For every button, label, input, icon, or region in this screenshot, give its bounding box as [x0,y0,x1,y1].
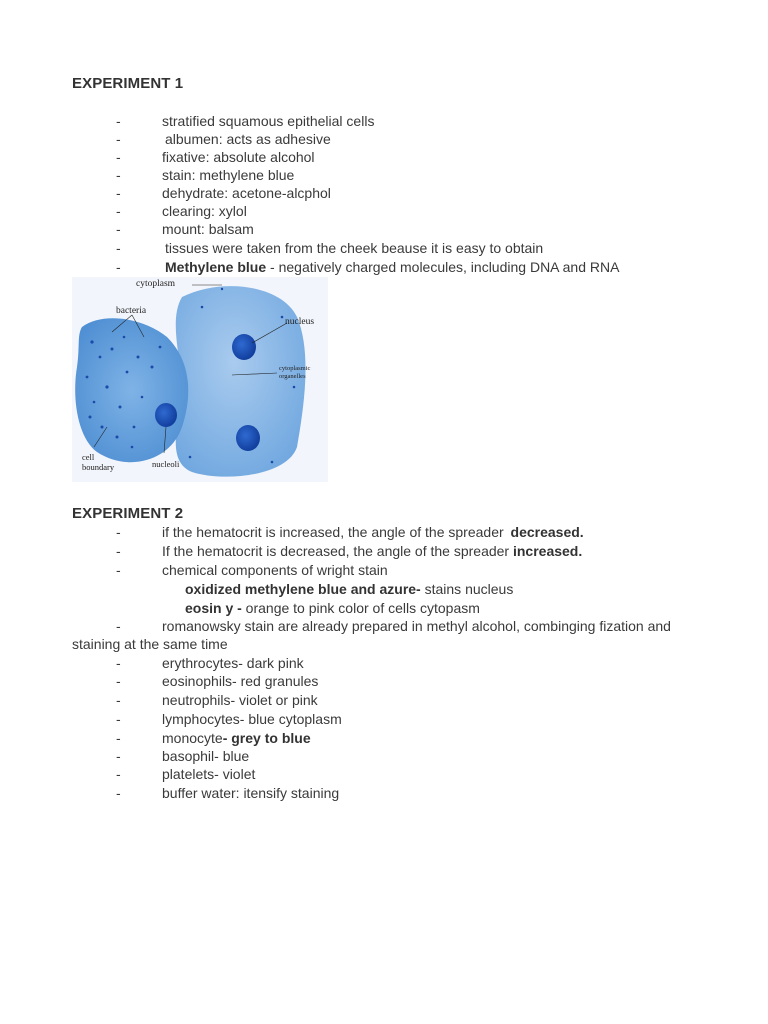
list-item: - monocyte- grey to blue [116,730,311,746]
experiment-2-heading: EXPERIMENT 2 [72,505,184,522]
list-item: - clearing: xylol [116,203,247,219]
figure-label-cell-boundary-line2: boundary [82,462,115,472]
list-item: - buffer water: itensify staining [116,785,340,801]
micrograph-illustration [72,277,328,482]
list-item: - fixative: absolute alcohol [116,149,315,165]
experiment-1-heading: EXPERIMENT 1 [72,75,184,92]
figure-label-organelles-line1: cytoplasmic [279,365,311,372]
list-item: - erythrocytes- dark pink [116,655,304,671]
nucleus-shape [236,425,260,451]
nucleus-shape [232,334,256,360]
figure-label-nucleus: nucleus [285,317,315,327]
wright-stain-component: eosin y - orange to pink color of cells cytopasm [185,600,480,616]
list-item: - stain: methylene blue [116,167,295,183]
list-item: - if the hematocrit is increased, the angle of the spreader decreased. [116,524,584,540]
list-item: - tissues were taken from the cheek beause it is easy to obtain [116,240,544,256]
list-item: - albumen: acts as adhesive [116,131,331,147]
figure-label-organelles-line2: organelles [279,373,306,380]
list-item: - lymphocytes- blue cytoplasm [116,711,342,727]
romanowsky-paragraph: romanowsky stain are already prepared in methyl alcohol, combinging fization and staining at the same time [72,618,671,652]
list-item: - stratified squamous epithelial cells [116,113,375,129]
list-item: - neutrophils- violet or pink [116,692,318,708]
figure-label-nucleoli: nucleoli [152,459,180,469]
wright-stain-component: oxidized methylene blue and azure- stains nucleus [185,581,514,597]
list-item: - dehydrate: acetone-alcphol [116,185,331,201]
methylene-blue-term: Methylene blue [165,259,267,275]
methylene-blue-definition: - negatively charged molecules, including DNA and RNA [266,259,620,275]
list-item: - mount: balsam [116,221,254,237]
nucleus-shape [155,403,177,427]
list-item: - platelets- violet [116,766,256,782]
list-item: - chemical components of wright stain [116,562,388,578]
list-item: - eosinophils- red granules [116,673,319,689]
figure-label-cytoplasm: cytoplasm [136,279,176,289]
list-item: - Methylene blue - negatively charged molecules, including DNA and RNA [116,259,620,275]
figure-label-bacteria: bacteria [116,306,147,316]
list-item: - If the hematocrit is decreased, the angle of the spreader increased. [116,543,583,559]
cheek-cell-micrograph [72,277,328,482]
list-item-dash: - [116,618,121,634]
list-item: - basophil- blue [116,748,250,764]
figure-label-cell-boundary-line1: cell [82,452,95,462]
